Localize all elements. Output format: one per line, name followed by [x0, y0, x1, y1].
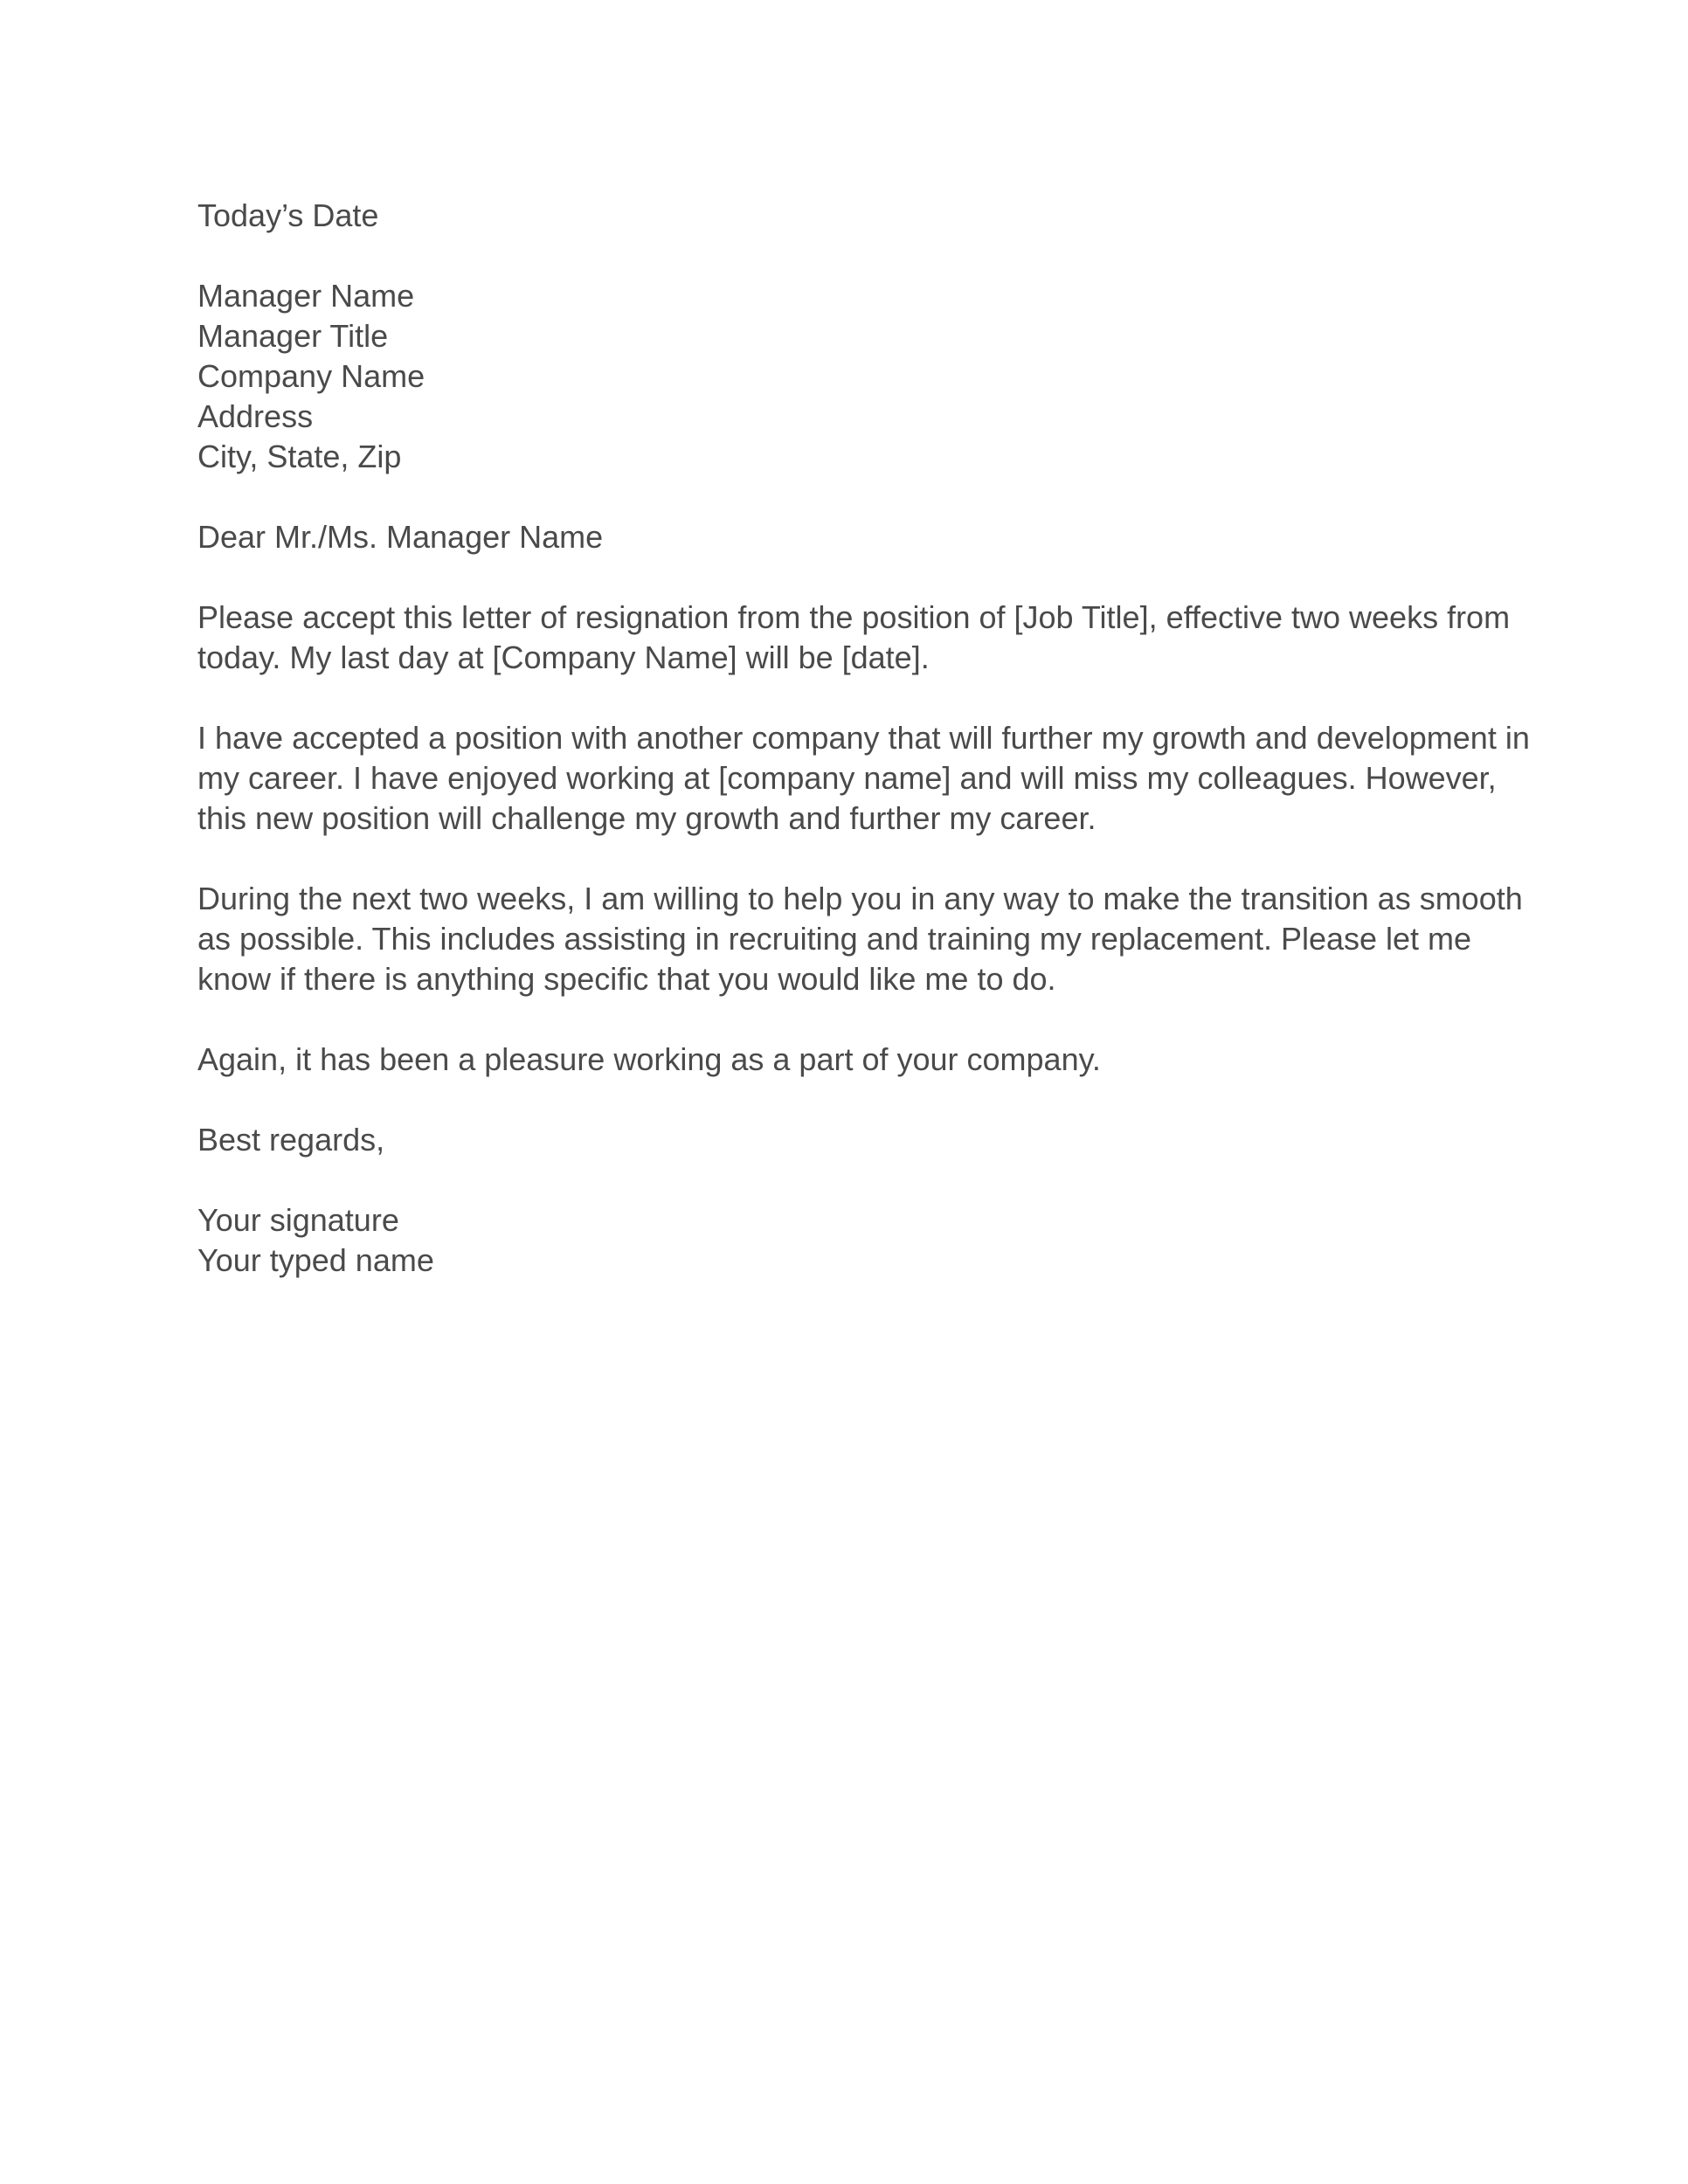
paragraph-line: During the next two weeks, I am willing to help you in any way to make the transition as smooth [197, 881, 1523, 916]
resignation-letter [197, 196, 1530, 1281]
paragraph-line: I have accepted a position with another company that will further my growth and development in [197, 720, 1530, 756]
paragraph-line: this new position will challenge my growth and further my career. [197, 800, 1097, 836]
recipient-title: Manager Title [197, 318, 389, 354]
spacer [197, 1080, 1508, 1120]
paragraph-thanks [197, 1040, 1508, 1080]
paragraph-line: Please accept this letter of resignation from the position of [Job Title], effective two weeks from [197, 599, 1511, 635]
paragraph-line: know if there is anything specific that you would like me to do. [197, 961, 1056, 997]
paragraph-resignation-notice [197, 598, 1511, 678]
letter-date: Today’s Date [197, 197, 379, 233]
paragraph-line: as possible. This includes assisting in recruiting and training my replacement. Please let me [197, 921, 1472, 957]
paragraph-reason [197, 718, 1530, 839]
recipient-company: Company Name [197, 358, 425, 394]
typed-name: Your typed name [197, 1242, 434, 1278]
spacer [197, 678, 1508, 718]
paragraph-line: today. My last day at [Company Name] will be [date]. [197, 639, 930, 675]
paragraph-transition [197, 879, 1523, 999]
spacer [197, 477, 1508, 517]
signature-placeholder: Your signature [197, 1202, 399, 1238]
spacer [197, 839, 1508, 879]
paragraph-line: my career. I have enjoyed working at [company name] and will miss my colleagues. However, [197, 760, 1497, 796]
spacer [197, 1160, 1508, 1200]
recipient-address: Address [197, 398, 314, 434]
recipient-block [197, 276, 1508, 477]
closing: Best regards, [197, 1122, 385, 1158]
recipient-name: Manager Name [197, 278, 415, 314]
paragraph-line: Again, it has been a pleasure working as a part of your company. [197, 1041, 1101, 1077]
spacer [197, 999, 1508, 1040]
spacer [197, 557, 1508, 598]
recipient-city-state-zip: City, State, Zip [197, 439, 402, 474]
salutation: Dear Mr./Ms. Manager Name [197, 519, 604, 555]
spacer [197, 236, 1508, 276]
